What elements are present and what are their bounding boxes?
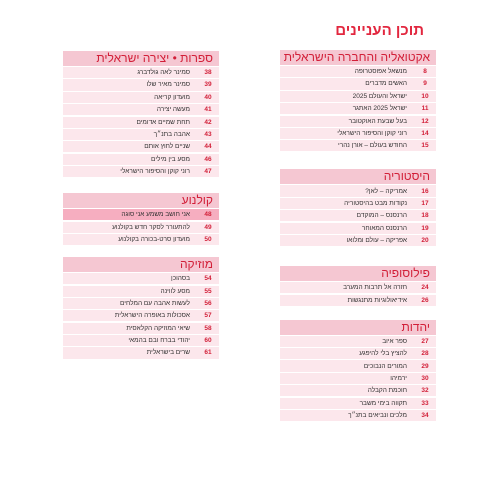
entry-label: ישראל והעולם 2025 (352, 92, 407, 100)
toc-entry[interactable] (280, 198, 436, 209)
page-number: 46 (204, 155, 212, 163)
toc-entry[interactable] (280, 91, 436, 102)
toc-entry[interactable] (63, 335, 219, 346)
toc-section (280, 50, 436, 151)
entry-label: אני חושב משמע אני סוגה (121, 211, 190, 219)
toc-entry[interactable] (280, 210, 436, 221)
section-heading: אקטואליה והחברה הישראלית (280, 50, 436, 65)
entry-label: להתעורר לסקר חדש בקולנוע (112, 223, 190, 231)
toc-entry[interactable] (280, 295, 436, 306)
page-number: 18 (421, 212, 429, 220)
toc-entry[interactable] (63, 79, 219, 90)
page-number: 32 (421, 387, 429, 395)
left-column (63, 51, 219, 360)
page-number: 61 (204, 349, 212, 357)
entry-label: סמינר מאיר שלו (146, 81, 190, 89)
entry-label: שניים לחוץ אותם (144, 143, 190, 151)
page-number: 16 (421, 187, 429, 195)
toc-entry[interactable] (280, 410, 436, 421)
page-number: 60 (204, 337, 212, 345)
entry-label: לעשות אהבה עם המלחים (120, 299, 190, 307)
page-number: 41 (204, 106, 212, 114)
toc-section (280, 266, 436, 306)
toc-entry[interactable] (63, 323, 219, 334)
toc-entry[interactable] (280, 235, 436, 246)
entry-label: להציץ בלי להיפגע (359, 350, 407, 358)
page-number: 47 (204, 168, 212, 176)
toc-entry[interactable] (280, 116, 436, 127)
page-number: 39 (204, 81, 212, 89)
toc-entry[interactable] (63, 310, 219, 321)
entry-label: אהבה בתנ״ך (153, 130, 190, 138)
toc-entry[interactable] (63, 273, 219, 284)
page-number: 24 (421, 284, 429, 292)
toc-entry[interactable] (280, 348, 436, 359)
toc-entry[interactable] (63, 154, 219, 165)
page-number: 20 (421, 237, 429, 245)
page-number: 28 (421, 350, 429, 358)
entry-label: החודש בעולם – אורן נהרי (338, 142, 407, 150)
page-number: 8 (423, 68, 427, 76)
page-number: 14 (421, 129, 429, 137)
toc-entry[interactable] (280, 373, 436, 384)
entry-label: בסהוכן (171, 275, 190, 283)
toc-entry[interactable] (280, 398, 436, 409)
toc-entry[interactable] (63, 347, 219, 358)
toc-section (63, 193, 219, 245)
toc-entry[interactable] (280, 282, 436, 293)
toc-entry[interactable] (63, 286, 219, 297)
page-number: 48 (204, 211, 212, 219)
toc-entry[interactable] (280, 223, 436, 234)
section-heading: יהדות (280, 320, 436, 335)
section-heading: פילוסופיה (280, 266, 436, 281)
toc-section (280, 320, 436, 421)
page-number: 54 (204, 275, 212, 283)
page-number: 10 (421, 92, 429, 100)
section-heading: מוזיקה (63, 257, 219, 272)
page-number: 50 (204, 236, 212, 244)
entry-label: חזרה אל תרבות המערב (343, 284, 407, 292)
entry-label: סמינר לאה גולדברג (137, 69, 190, 77)
toc-entry[interactable] (280, 66, 436, 77)
page-number: 26 (421, 296, 429, 304)
entry-label: אפריקה – עולם ומלואו (346, 237, 407, 245)
toc-section (63, 51, 219, 177)
entry-label: חוכמת הקבלה (367, 387, 407, 395)
entry-label: נקודות מבט בהיסטוריה (344, 199, 407, 207)
page-number: 40 (204, 93, 212, 101)
page-number: 29 (421, 362, 429, 370)
page-number: 56 (204, 299, 212, 307)
entry-label: מנשאל אפוסטרופה (354, 68, 407, 76)
page-number: 17 (421, 199, 429, 207)
toc-entry[interactable] (63, 141, 219, 152)
toc-entry[interactable] (280, 78, 436, 89)
page-number: 42 (204, 118, 212, 126)
page-title: תוכן העניינים (335, 22, 424, 39)
toc-entry[interactable] (280, 185, 436, 196)
entry-label: מועדון סרט-בכורה בקולנוע (118, 236, 190, 244)
entry-label: אסכולות באופרה הישראלית (114, 312, 190, 320)
entry-label: מעשה יצירה (156, 106, 190, 114)
toc-entry[interactable] (63, 129, 219, 140)
entry-label: מסע לווינה (160, 287, 190, 295)
toc-entry[interactable] (280, 103, 436, 114)
toc-entry[interactable] (280, 140, 436, 151)
page-number: 15 (421, 142, 429, 150)
section-heading: ספרות • יצירה ישראלית (63, 51, 219, 66)
page-number: 11 (421, 105, 429, 113)
page-number: 55 (204, 287, 212, 295)
page-number: 33 (421, 399, 429, 407)
entry-label: אמריקה – לאן? (365, 187, 407, 195)
page-number: 49 (204, 223, 212, 231)
page-number: 9 (423, 80, 427, 88)
entry-label: הרנסנס המאוחר (361, 224, 407, 232)
page-number: 44 (204, 143, 212, 151)
entry-label: בעל שבעת האוקטובר (348, 117, 407, 125)
entry-label: תחת שמיים אדומים (136, 118, 190, 126)
toc-entry[interactable] (280, 385, 436, 396)
entry-label: האשים מדברים (365, 80, 407, 88)
entry-label: שרים בישראלית (146, 349, 190, 357)
entry-label: ישראל 2025 האתגר (352, 105, 407, 113)
page-number: 19 (421, 224, 429, 232)
toc-entry[interactable] (280, 128, 436, 139)
page-number: 34 (421, 412, 429, 420)
toc-entry[interactable] (63, 104, 219, 115)
entry-label: יהודי בברח ובם בהמאי (128, 337, 190, 345)
section-heading: קולנוע (63, 193, 219, 208)
toc-entry[interactable] (63, 67, 219, 78)
entry-label: רוני קוקן והסיפור הישראלי (120, 168, 190, 176)
toc-entry[interactable] (63, 92, 219, 103)
page-number: 27 (421, 337, 429, 345)
toc-entry[interactable] (280, 336, 436, 347)
toc-section (63, 257, 219, 358)
entry-label: ספר איוב (382, 337, 407, 345)
page-number: 57 (204, 312, 212, 320)
entry-label: מועדון קריאה (154, 93, 190, 101)
entry-label: שיאי המוזיקה הקלאסית (126, 324, 190, 332)
entry-label: רוני קוקן והסיפור הישראלי (337, 129, 407, 137)
toc-section (280, 169, 436, 246)
entry-label: מלכים ונביאים בתנ״ך (348, 412, 407, 420)
toc-entry[interactable] (63, 166, 219, 177)
entry-label: תקווה בימי משבר (359, 399, 407, 407)
page-number: 38 (204, 69, 212, 77)
right-column (280, 50, 436, 422)
section-heading: היסטוריה (280, 169, 436, 184)
toc-entry[interactable] (63, 117, 219, 128)
entry-label: הרנסנס – המוקדם (356, 212, 407, 220)
entry-label: ירמיהו (390, 374, 407, 382)
page-number: 58 (204, 324, 212, 332)
toc-entry[interactable] (63, 222, 219, 233)
toc-entry[interactable] (63, 209, 219, 220)
page-number: 30 (421, 374, 429, 382)
entry-label: אידיאולוגיות מתנגשות (347, 296, 407, 304)
page-number: 12 (421, 117, 429, 125)
toc-entry[interactable] (280, 360, 436, 371)
toc-entry[interactable] (63, 234, 219, 245)
entry-label: מסע בין מילים (151, 155, 190, 163)
entry-label: המורים הנבוכים (363, 362, 407, 370)
toc-entry[interactable] (63, 298, 219, 309)
page-number: 43 (204, 130, 212, 138)
